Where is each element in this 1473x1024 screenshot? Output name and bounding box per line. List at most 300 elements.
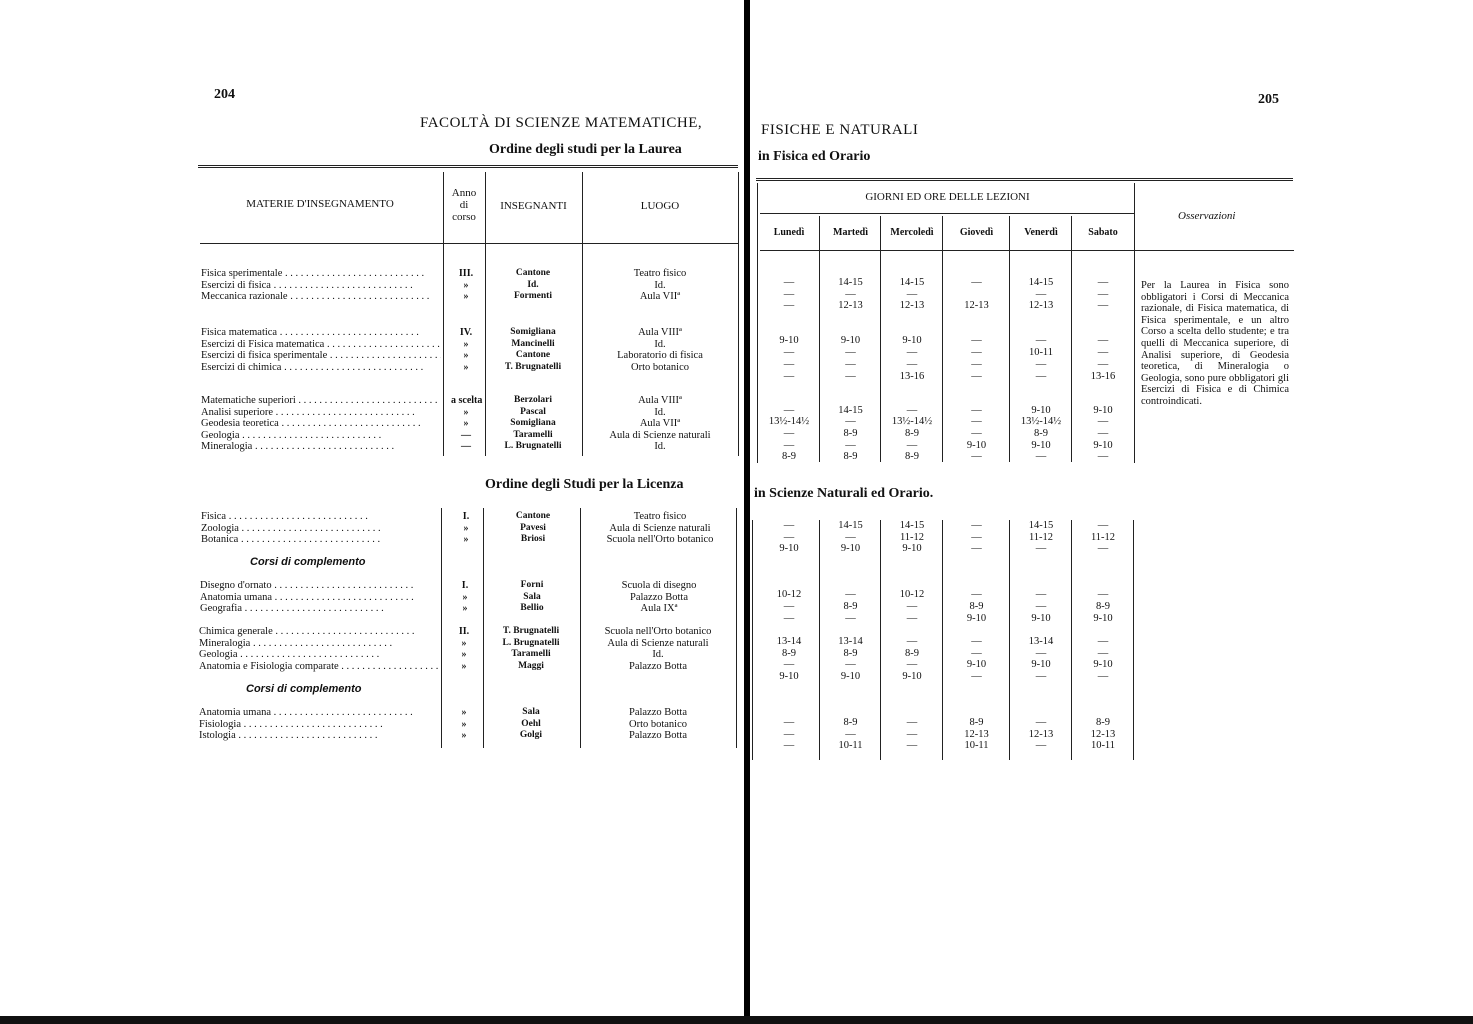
insegnante-cell: Bellio (520, 603, 544, 614)
materia-cell: Meccanica razionale . . . (201, 291, 441, 303)
schedule-cell: 9-10 (779, 543, 799, 554)
schedule-cell: 12-13 (964, 729, 989, 740)
col-separator (752, 520, 753, 760)
insegnante-cell: Cantone (515, 268, 551, 278)
schedule-cell: 13-14 (1028, 636, 1054, 647)
schedule-cell: — (906, 636, 918, 647)
schedule-cell: 14-15 (838, 405, 863, 416)
schedule-cell: — (971, 277, 982, 288)
schedule-cell: — (906, 289, 918, 300)
materia-cell: Mineralogia . . . (201, 441, 441, 453)
table-row (199, 626, 739, 638)
schedule-cell: — (783, 359, 795, 370)
schedule-cell: — (845, 359, 856, 370)
rule (200, 243, 738, 244)
insegnante-cell: Taramelli (511, 649, 551, 660)
insegnante-cell: Cantone (515, 350, 551, 361)
schedule-cell: — (971, 648, 982, 659)
schedule-cell: — (783, 520, 795, 531)
materia-cell: Esercizi di chimica . . . (201, 362, 441, 374)
materia-cell: Anatomia e Fisiologia comparate . . . (199, 661, 439, 673)
schedule-cell: — (1097, 277, 1109, 288)
schedule-cell: — (1097, 451, 1109, 462)
anno-cell: II. (458, 626, 470, 637)
laurea-title-left: Ordine degli studi per la Laurea (489, 142, 682, 157)
table-row (201, 441, 741, 453)
luogo-cell: Palazzo Botta (628, 707, 688, 718)
insegnante-cell: Golgi (519, 730, 543, 741)
schedule-cell: — (971, 428, 982, 439)
schedule-cell: — (783, 405, 795, 416)
schedule-cell: — (971, 335, 982, 346)
schedule-cell: 10-11 (838, 740, 863, 751)
anno-cell: » (461, 707, 467, 718)
day-separator (1071, 216, 1072, 462)
table-row (201, 362, 741, 374)
insegnante-cell: Briosi (520, 534, 546, 545)
schedule-cell: — (906, 405, 918, 416)
day-separator (819, 520, 820, 760)
schedule-cell: — (783, 300, 795, 311)
materia-cell: Analisi superiore . . . (201, 407, 441, 419)
day-separator (880, 216, 881, 462)
schedule-cell: 12-13 (964, 300, 989, 311)
table-row (201, 268, 741, 280)
schedule-cell: — (845, 289, 856, 300)
schedule-cell: 12-13 (838, 300, 863, 311)
day-separator (1009, 520, 1010, 760)
schedule-cell: — (783, 277, 795, 288)
schedule-cell: 9-10 (779, 335, 799, 346)
schedule-cell: 14-15 (1028, 277, 1054, 288)
insegnante-cell: Mancinelli (511, 338, 555, 349)
observations-title: Osservazioni (1178, 210, 1236, 222)
schedule-cell: — (1097, 289, 1109, 300)
schedule-cell: 8-9 (905, 428, 919, 439)
table-row (199, 638, 739, 650)
materia-cell: Fisica matematica . . . (201, 327, 441, 339)
schedule-cell: 9-10 (779, 671, 799, 682)
schedule-cell: — (971, 636, 982, 647)
materia-cell: Matematiche superiori . . . (201, 395, 441, 407)
schedule-cell: — (1097, 416, 1109, 427)
schedule-cell: — (783, 729, 795, 740)
insegnante-cell: L. Brugnatelli (504, 441, 562, 452)
schedule-cell: 8-9 (969, 601, 984, 612)
luogo-cell: Id. (654, 279, 666, 291)
anno-cell: » (462, 591, 468, 603)
anno-cell: » (461, 730, 467, 742)
day-header-1: Martedì (833, 227, 868, 238)
luogo-cell: Id. (654, 441, 666, 453)
luogo-cell: Palazzo Botta (628, 660, 688, 672)
schedule-cell: — (845, 347, 856, 358)
schedule-cell: — (906, 740, 918, 751)
luogo-cell: Teatro fisico (633, 511, 687, 522)
table-row (200, 603, 740, 615)
luogo-cell: Aula VIIª (639, 418, 681, 430)
schedule-cell: — (845, 729, 856, 740)
luogo-cell: Id. (654, 338, 666, 350)
schedule-cell: 11-12 (1028, 532, 1054, 543)
table-row (201, 291, 741, 303)
schedule-cell: — (845, 532, 856, 543)
schedule-cell: 8-9 (782, 451, 796, 462)
complemento-heading-1: Corsi di complemento (250, 556, 366, 568)
col-header-luogo: LUOGO (640, 200, 680, 212)
schedule-cell: — (1035, 371, 1047, 382)
schedule-cell: 9-10 (902, 671, 922, 682)
col-header-materie: MATERIE D'INSEGNAMENTO (246, 198, 394, 210)
schedule-cell: — (783, 428, 795, 439)
luogo-cell: Teatro fisico (633, 268, 687, 279)
licenza-title-right: in Scienze Naturali ed Orario. (754, 486, 934, 501)
schedule-cell: 8-9 (905, 648, 919, 659)
schedule-cell: 9-10 (1031, 440, 1051, 451)
schedule-cell: — (971, 532, 982, 543)
anno-cell: » (463, 534, 469, 546)
schedule-cell: 10-11 (1090, 740, 1116, 751)
materia-cell: Botanica . . . (201, 534, 441, 546)
schedule-cell: 13-14 (838, 636, 863, 647)
schedule-cell: 8-9 (843, 717, 858, 728)
schedule-cell: — (971, 371, 982, 382)
schedule-cell: 12-13 (899, 300, 925, 311)
laurea-title-right: in Fisica ed Orario (758, 149, 871, 164)
table-row (199, 661, 739, 673)
luogo-cell: Orto botanico (630, 361, 690, 373)
luogo-cell: Aula IXª (640, 603, 678, 615)
luogo-cell: Id. (654, 406, 666, 418)
anno-cell: » (463, 406, 469, 418)
schedule-cell: 13-16 (899, 371, 925, 382)
insegnante-cell: Maggi (518, 660, 544, 671)
schedule-cell: — (1097, 359, 1109, 370)
table-row (200, 592, 740, 604)
anno-cell: » (461, 637, 467, 649)
schedule-cell: — (1035, 335, 1047, 346)
anno-cell: » (463, 522, 469, 534)
table-row (199, 730, 739, 742)
schedule-cell: — (783, 289, 795, 300)
day-separator (942, 520, 943, 760)
materia-cell: Esercizi di fisica . . . (201, 280, 441, 292)
table-row (201, 418, 741, 430)
insegnante-cell: Formenti (514, 291, 552, 302)
insegnante-cell: L. Brugnatelli (502, 637, 560, 648)
col-header-anno (444, 187, 484, 223)
materia-cell: Esercizi di fisica sperimentale . . . (201, 350, 441, 362)
schedule-cell: 8-9 (843, 428, 858, 439)
insegnante-cell: Pavesi (520, 522, 546, 533)
insegnante-cell: Pascal (520, 406, 546, 417)
page-number-left: 204 (214, 87, 235, 102)
schedule-cell: — (1035, 359, 1047, 370)
schedule-cell: — (783, 371, 795, 382)
table-row (199, 707, 739, 719)
luogo-cell: Orto botanico (628, 718, 688, 730)
schedule-cell: — (1035, 740, 1047, 751)
schedule-cell: — (783, 347, 795, 358)
schedule-cell: 9-10 (1031, 405, 1051, 416)
table-row (201, 339, 741, 351)
materia-cell: Chimica generale . . . (199, 626, 439, 638)
table-row (201, 430, 741, 442)
insegnante-cell: Oehl (521, 718, 541, 729)
materia-cell: Mineralogia . . . (199, 638, 439, 650)
anno-cell: » (463, 418, 469, 430)
anno-cell: » (463, 350, 469, 362)
observations-text: Per la Laurea in Fisica sono obbligatori i Corsi di Meccanica razionale, di Fisica matematica, di Fisica sperimentale, e un altro Corso a scelta dello studente; e tra quelli di Meccanica superiore, di Analisi superiore, di Geodesia teoretica, di Mineralogia o Geologia, sono pure obbligatori gli Esercizi di Fisica e di Chimica controindicati. (1141, 280, 1289, 407)
schedule-cell: — (845, 416, 856, 427)
table-row (201, 407, 741, 419)
schedule-cell: 13½-14½ (768, 416, 810, 427)
schedule-cell: — (783, 532, 795, 543)
schedule-cell: 9-10 (1093, 613, 1113, 624)
table-row (201, 511, 741, 523)
schedule-cell: — (1035, 717, 1047, 728)
schedule-cell: — (783, 717, 795, 728)
schedule-cell: — (971, 416, 982, 427)
schedule-cell: 10-12 (899, 589, 925, 600)
schedule-cell: — (783, 601, 795, 612)
schedule-cell: — (1035, 671, 1047, 682)
day-separator (819, 216, 820, 462)
luogo-cell: Aula di Scienze naturali (607, 637, 709, 649)
schedule-cell: 9-10 (966, 440, 987, 451)
schedule-cell: — (971, 359, 982, 370)
schedule-cell: — (906, 717, 918, 728)
schedule-cell: — (1097, 589, 1109, 600)
schedule-cell: — (1035, 648, 1047, 659)
table-row (201, 534, 741, 546)
schedule-cell: 8-9 (1096, 717, 1110, 728)
schedule-cell: — (906, 601, 918, 612)
schedule-cell: — (971, 520, 982, 531)
luogo-cell: Aula VIIIª (638, 395, 682, 406)
schedule-cell: — (971, 347, 982, 358)
schedule-cell: 8-9 (843, 648, 858, 659)
day-header-4: Venerdì (1024, 227, 1058, 238)
anno-cell: — (461, 441, 471, 453)
materia-cell: Disegno d'ornato . . . (200, 580, 440, 592)
schedule-cell: — (1097, 428, 1109, 439)
day-header-2: Mercoledì (890, 227, 934, 238)
schedule-cell: 10-11 (1028, 347, 1054, 358)
day-separator (880, 520, 881, 760)
insegnante-cell: Id. (527, 279, 539, 290)
schedule-cell: 9-10 (1093, 440, 1113, 451)
schedule-cell: — (906, 347, 918, 358)
luogo-cell: Aula VIIIª (638, 327, 682, 338)
materia-cell: Fisica sperimentale . . . (201, 268, 441, 280)
schedule-cell: 8-9 (1096, 601, 1110, 612)
schedule-cell: 9-10 (966, 613, 987, 624)
day-separator (942, 216, 943, 462)
schedule-cell: 9-10 (902, 335, 922, 346)
materia-cell: Geologia . . . (199, 649, 439, 661)
materia-cell: Istologia . . . (199, 730, 439, 742)
schedule-cell: 9-10 (966, 659, 987, 670)
schedule-cell: 12-13 (1028, 729, 1054, 740)
anno-cell: » (462, 603, 468, 615)
schedule-cell: 10-11 (964, 740, 989, 751)
table-row (201, 280, 741, 292)
schedule-cell: 10-12 (776, 589, 802, 600)
schedule-cell: — (1035, 601, 1047, 612)
day-separator (1009, 216, 1010, 462)
schedule-cell: — (906, 613, 918, 624)
schedule-cell: 13-16 (1090, 371, 1116, 382)
schedule-cell: — (783, 659, 795, 670)
schedule-cell: 14-15 (1028, 520, 1054, 531)
insegnante-cell: Sala (523, 591, 541, 602)
schedule-cell: — (971, 543, 982, 554)
schedule-cell: — (906, 440, 918, 451)
schedule-cell: — (971, 405, 982, 416)
complemento-heading-2: Corsi di complemento (246, 683, 362, 695)
scan-bottom-edge (0, 1016, 1473, 1024)
schedule-cell: 14-15 (899, 277, 925, 288)
schedule-cell: 9-10 (1093, 659, 1113, 670)
schedule-cell: 14-15 (838, 520, 863, 531)
luogo-cell: Palazzo Botta (629, 591, 689, 603)
schedule-cell: — (1097, 300, 1109, 311)
table-row (200, 580, 740, 592)
insegnante-cell: Somigliana (510, 327, 556, 337)
luogo-cell: Palazzo Botta (628, 730, 688, 742)
schedule-cell: — (906, 359, 918, 370)
luogo-cell: Id. (652, 649, 664, 661)
materia-cell: Zoologia . . . (201, 523, 441, 535)
day-separator (1071, 520, 1072, 760)
insegnante-cell: Berzolari (514, 395, 552, 405)
materia-cell: Geologia . . . (201, 430, 441, 442)
schedule-cell: — (906, 729, 918, 740)
rule (760, 250, 1294, 251)
luogo-cell: Aula di Scienze naturali (609, 522, 711, 534)
schedule-cell: 9-10 (1093, 405, 1113, 416)
schedule-cell: 8-9 (782, 648, 796, 659)
insegnante-cell: Sala (522, 707, 540, 717)
schedule-cell: — (971, 671, 982, 682)
schedule-cell: 8-9 (969, 717, 984, 728)
table-row (201, 523, 741, 535)
rule (760, 213, 1135, 214)
rule (198, 165, 738, 168)
materia-cell: Anatomia umana . . . (199, 707, 439, 719)
anno-cell: » (461, 718, 467, 730)
anno-cell: » (463, 338, 469, 350)
schedule-cell: 9-10 (1031, 659, 1051, 670)
insegnante-cell: T. Brugnatelli (504, 361, 562, 372)
materia-cell: Geodesia teoretica . . . (201, 418, 441, 430)
table-row (199, 719, 739, 731)
materia-cell: Esercizi di Fisica matematica . . . (201, 339, 441, 351)
schedule-cell: — (971, 589, 982, 600)
anno-cell: » (463, 361, 469, 373)
anno-cell: » (461, 660, 467, 672)
insegnante-cell: Cantone (515, 511, 551, 521)
materia-cell: Geografia . . . (200, 603, 440, 615)
luogo-cell: Aula VIIª (639, 291, 681, 303)
schedule-cell: 13-14 (776, 636, 802, 647)
table-row (201, 350, 741, 362)
schedule-cell: — (971, 451, 982, 462)
luogo-cell: Scuola di disegno (621, 580, 697, 591)
schedule-cell: — (783, 613, 795, 624)
schedule-cell: — (1035, 451, 1047, 462)
schedule-cell: 8-9 (843, 601, 858, 612)
anno-line: Anno (451, 187, 477, 199)
schedule-cell: 13½-14½ (891, 416, 933, 427)
faculty-title-left: FACOLTÀ DI SCIENZE MATEMATICHE, (420, 115, 703, 131)
anno-cell: I. (461, 580, 469, 591)
schedule-cell: 11-12 (899, 532, 925, 543)
luogo-cell: Scuola nell'Orto botanico (604, 626, 712, 637)
rule (756, 178, 1293, 181)
schedule-cell: 14-15 (838, 277, 863, 288)
table-row (201, 395, 741, 407)
anno-cell: — (461, 429, 471, 441)
schedule-cell: — (1097, 335, 1109, 346)
schedule-cell: — (783, 440, 795, 451)
anno-line: corso (452, 211, 476, 223)
anno-cell: III. (458, 268, 474, 279)
schedule-cell: 9-10 (840, 671, 861, 682)
schedule-cell: — (1097, 636, 1109, 647)
schedule-cell: 13½-14½ (1020, 416, 1062, 427)
schedule-cell: 9-10 (840, 335, 861, 346)
schedule-cell: 11-12 (1090, 532, 1116, 543)
anno-cell: » (461, 649, 467, 661)
col-header-insegnanti: INSEGNANTI (500, 200, 567, 212)
materia-cell: Fisiologia . . . (199, 719, 439, 731)
giorni-header: GIORNI ED ORE DELLE LEZIONI (865, 191, 1030, 203)
schedule-cell: 9-10 (902, 543, 922, 554)
schedule-cell: 9-10 (1031, 613, 1051, 624)
insegnante-cell: T. Brugnatelli (502, 626, 560, 636)
schedule-cell: 9-10 (840, 543, 861, 554)
anno-cell: IV. (459, 327, 473, 338)
schedule-cell: 8-9 (843, 451, 858, 462)
schedule-cell: 12-13 (1090, 729, 1116, 740)
anno-cell: a scelta (451, 395, 483, 406)
page-number-right: 205 (1258, 92, 1279, 107)
col-separator (1133, 520, 1134, 760)
schedule-cell: — (906, 659, 918, 670)
schedule-cell: — (1035, 589, 1047, 600)
schedule-cell: — (845, 613, 856, 624)
day-header-0: Lunedì (773, 227, 805, 238)
anno-cell: I. (462, 511, 470, 522)
schedule-cell: — (1097, 543, 1109, 554)
faculty-title-right: FISICHE E NATURALI (761, 122, 919, 138)
table-row (199, 649, 739, 661)
schedule-cell: — (845, 440, 856, 451)
anno-cell: » (463, 279, 469, 291)
page-gutter (744, 0, 750, 1024)
schedule-cell: — (845, 589, 856, 600)
col-separator (757, 183, 758, 463)
day-header-5: Sabato (1088, 227, 1118, 238)
col-separator (1134, 183, 1135, 463)
insegnante-cell: Forni (520, 580, 544, 590)
insegnante-cell: Taramelli (513, 429, 553, 440)
schedule-cell: — (1097, 671, 1109, 682)
schedule-cell: — (783, 740, 795, 751)
schedule-cell: 12-13 (1028, 300, 1054, 311)
